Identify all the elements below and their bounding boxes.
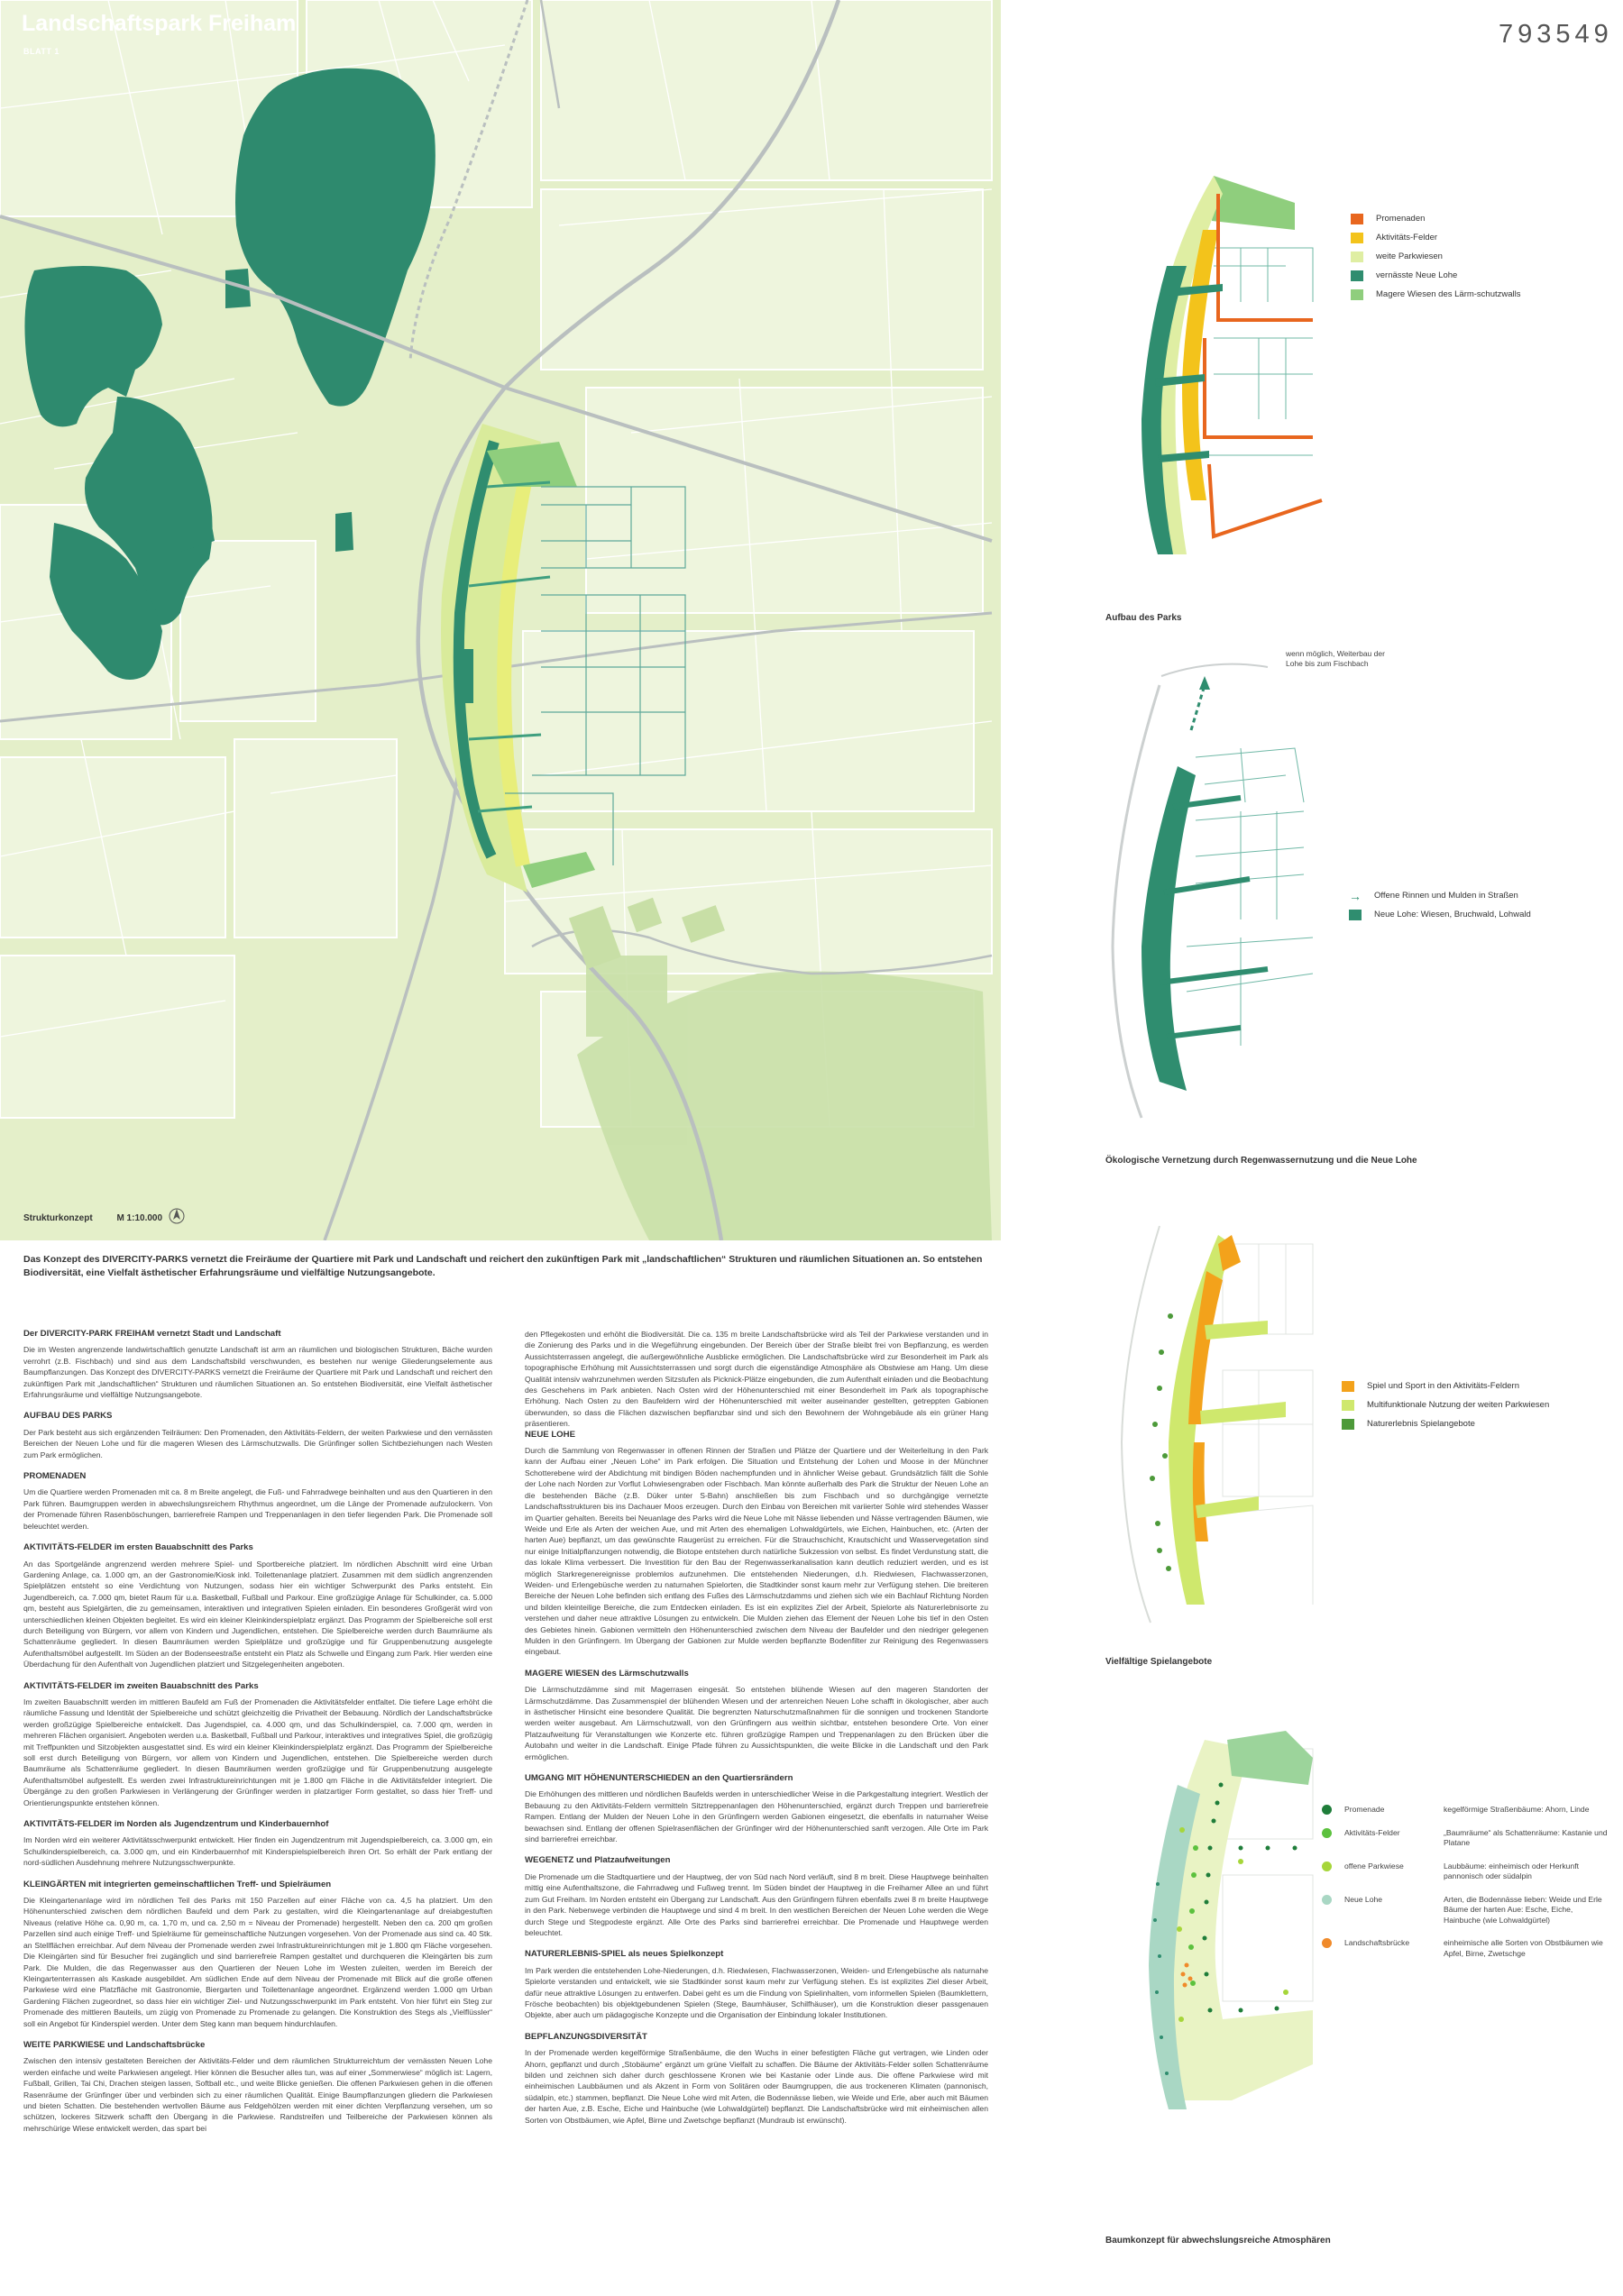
diagram2-caption: Ökologische Vernetzung durch Regenwassernutzung und die Neue Lohe [1105,1156,1417,1166]
tree-legend-row [1322,1828,1610,1849]
tree-dot-icon [1322,1828,1332,1838]
diagram4-legend [1322,1805,1610,1971]
legend-item [1351,233,1567,243]
legend-item [1351,289,1567,300]
water-network-svg [1105,649,1340,1136]
legend-label: Naturerlebnis Spielangebote [1367,1419,1475,1429]
legend-swatch [1351,214,1363,224]
lohe-annotation: wenn möglich, Weiterbau der Lohe bis zum Fischbach [1286,649,1385,668]
section-heading: KLEINGÄRTEN mit integrierten gemeinschaftlichen Treff- und Spielräumen [23,1879,332,1889]
map-scale [23,1213,162,1223]
diagram1-legend [1351,214,1567,308]
map-scale-value: M 1:10.000 [116,1213,163,1223]
diagram-play-offers [1105,1208,1610,1677]
map-svg [0,0,1001,1240]
diagram3-legend [1342,1381,1603,1438]
diagram2-legend [1349,891,1610,928]
section-heading: UMGANG MIT HÖHENUNTERSCHIEDEN an den Quartiersrändern [525,1773,793,1784]
tree-legend-row [1322,1938,1610,1959]
diagram-tree-concept [1105,1704,1610,2245]
section-heading: WEGENETZ und Platzaufweitungen [525,1855,671,1866]
legend-swatch [1351,252,1363,262]
legend-item [1351,214,1567,224]
tree-legend-label: Neue Lohe [1344,1894,1383,1904]
legend-label: Promenaden [1376,214,1426,224]
legend-swatch [1351,289,1363,300]
legend-label: Spiel und Sport in den Aktivitäts-Feldern [1367,1381,1519,1391]
tree-legend-row [1322,1861,1610,1882]
section-body: Zwischen den intensiv gestalteten Bereichen der Aktivitäts-Felder und dem räumlichen Strukturreichtum der vernässten Neuen Lohe werden einfache und weite Parkwiesen angelegt. Hier können die Besucher alles tun, was auf einer „Sommerwiese“ möglich ist: Lagern, Fußball, Grillen, Tai Chi, Drachen steigen lassen, Softball etc., und weite Blicke genießen. Die offenen Parkwiesen gehen in die offenen Rasenräume der Grünfinger über und verbinden sich zu einer räumlichen Qualität. Einige Baumpflanzungen gliedern die Parkwiesen und bieten Schatten. Die bestehenden wertvollen Bäume aus Feldgehölzen werden mit einer dichten Verpflanzung versehen, um so schützen, lockeres Sitzwerk schafft den Übergang in die Parkwiese. Randstreifen und Teilbereiche der Parkwiesen können als mehrschürige Wiese entwickelt werden, das spart bei [23,2056,492,2133]
tree-legend-text: einheimische alle Sorten von Obstbäumen wie Apfel, Birne, Zwetschge [1444,1938,1603,1958]
tree-legend-row [1322,1895,1610,1926]
tree-legend-row [1322,1805,1610,1816]
legend-item [1351,252,1567,262]
legend-swatch [1351,270,1363,281]
page-title: Landschaftspark Freiham [22,11,297,36]
tree-dot-icon [1322,1861,1332,1871]
section-heading: AKTIVITÄTS-FELDER im ersten Bauabschnitt des Parks [23,1542,253,1553]
section-body: In der Promenade werden kegelförmige Straßenbäume, die den Wuchs in einer befestigten Fläche gut vertragen, wie Linden oder Ahorn, gepflanzt und durch „Stobäume“ ergänzt um grüne Vielfalt zu schaffen. Die Bäume der Aktivitäts-Felder sollen Schattenräume bilden und zeichnen sich daher durch geschlossene Kronen wie bei Kastanie oder Linde aus. Die offene Parkwiese wird mit einheimischen Laubbäumen und als Akzent in Form von Solitären oder Baumgruppen, die aus trockeneren Klimaten (pannonisch, südalpin, etc.) stammen, bepflanzt. Die Neue Lohe wird mit Arten, die Bodennässe lieben, wie Weide und Erle, aber auch mit Bäumen der harten Aue, z.B. Esche, Eiche und Hainbuche (wie Lohwaldgürtel) bepflanzt. Die Landschaftsbrücke wird mit einheimischen allen Sorten von Obstbäumen, wie Apfel, Birne und Zwetschge bepflanzt (Mundraub ist erwünscht). [525,2048,988,2125]
diagram3-caption: Vielfältige Spielangebote [1105,1657,1213,1667]
legend-label: Multifunktionale Nutzung der weiten Parkwiesen [1367,1400,1550,1410]
structure-map[interactable] [0,0,1001,1240]
legend-label: Aktivitäts-Felder [1376,233,1438,242]
section-heading: MAGERE WIESEN des Lärmschutzwalls [525,1668,689,1679]
text-column-left [23,1329,492,2134]
legend-item [1342,1381,1603,1392]
diagram-water-network [1105,649,1610,1172]
tree-legend-text: „Baumräume“ als Schattenräume: Kastanie und Platane [1444,1827,1608,1847]
section-heading: NEUE LOHE [525,1429,575,1440]
tree-dot-icon [1322,1895,1332,1905]
tree-dot-icon [1322,1938,1332,1948]
section-body: Im zweiten Bauabschnitt werden im mittleren Baufeld am Fuß der Promenaden die Aktivitätsfelder entfaltet. Die tiefere Lage erhöht die räumliche Fassung und Identität der Spielbereiche und schützt gleichzeitig die Privatheit der Bebauung. Nördlich der Landschaftsbrücke werden großzügige Spielbereiche entwickelt. Das Jugendspiel, ca. 4.000 qm, und das Schulkinderspiel, ca. 7.000 qm, werden in mehreren Flächen organisiert. Angeboten werden u.a. Basketball, Fußball und Parkour, interaktives und integratives Spiel, die großzügig mit Treffpunkten und Sitzobjekten ausgestattet sind. Es wird ein kleiner Kleinkinderspielplatz ergänzt. Das Programm der Spielbereiche soll erst durch Beteiligung von Bürgern, vor allem von Kindern und Jugendlichen, entstehen. Die Spielbereiche werden durch Baumräume als Schattenräume gegliedert. In diesen Baumräumen werden großzügige und für Gruppenbenutzung ausgelegte Aufenthaltsmöbel aufgestellt. Es werden zwei Infrastruktureinrichtungen mit je 1.800 qm Fläche in die Aktivitätsfelder integriert. Die Übergänge zu den großen Parkwiesen in Verlängerung der Grünfinger werden in platzartiger Form gestaltet, so dass hier Treff- und Orientierungspunkte entstehen können. [23,1697,492,1807]
sheet-label: BLATT 1 [23,47,60,56]
legend-swatch [1342,1381,1354,1392]
section-body: Die Lärmschutzdämme sind mit Magerrasen eingesät. So entstehen blühende Wiesen auf den mageren Standorten der Lärmschutzdämme. Das Zusammenspiel der blühenden Wiesen und der artenreichen Neuen Lohe schafft in ökologischer, aber auch in ästhetischer Hinsicht eine besondere Qualität. Die begrenzten Naturschutzmaßnahmen für die sonnigen und trockenen Standorte werden weiter ausgebaut. Am Lärmschutzwall, von den Grünfingern aus weithin sichtbar, entstehen besondere Orte. Von einer Platzaufweitung für Veranstaltungen wie Konzerte etc. führen großzügige Rampen und Treppenanlagen zu den Brücken über die Autobahn und weiter in die Landschaft. Einige Pfade führen zu Aussichtspunkten, die weite Blicke in die Landschaft und den Park ermöglichen. [525,1685,988,1761]
tree-legend-text: Laubbäume: einheimisch oder Herkunft pannonisch oder südalpin [1444,1861,1580,1880]
tree-dot-icon [1322,1805,1332,1815]
section-body: den Pflegekosten und erhöht die Biodiversität. Die ca. 135 m breite Landschaftsbrücke wird als Teil der Parkwiese verstanden und in die Zonierung des Parks und in die Wegeführung eingebunden. Der Bereich über der Straße bleibt frei von Bepflanzung, es werden Aussichtsterrassen angelegt, die außergewöhnliche Ausblicke ermöglichen. Die Landschaftsbrücke wird zur Besonderheit im Park als topographische Erhöhung mit Aussichtsterrassen und sorgt durch die eigenständige Atmosphäre als Obstwiese am Hang. Um diese Qualität intensiv wahrzunehmen werden Sitzstufen als Picknick-Plätze eingebunden, die zum Aufenthalt einladen und die Beobachtung des Geschehens im Park anbieten. Nach Osten wird der Höhenunterschied mit einer Besonderheit im Park als topographische Erhöhung. Nach Osten zu den Baufeldern wird der Höhenunterschied mit weiter auseinander gestellten, getreppten Gabionen überwunden, so dass die Flächen dazwischen bepflanzbar sind und sich den Bewohnern der Wohngebäude als ein grüner Hang präsentieren. [525,1330,988,1429]
diagram1-caption: Aufbau des Parks [1105,613,1182,623]
legend-swatch [1342,1419,1354,1430]
section-heading: AKTIVITÄTS-FELDER im zweiten Bauabschnitt des Parks [23,1680,259,1691]
legend-swatch [1349,910,1362,920]
section-heading: WEITE PARKWIESE und Landschaftsbrücke [23,2039,206,2050]
section-body: Der Park besteht aus sich ergänzenden Teilräumen: Den Promenaden, den Aktivitäts-Feldern, der weiten Parkwiese und den vernässten Bereichen der Neuen Lohe und für die mageren Wiesen des Lärmschutzwalls. Die Grünfinger sollen Sichtbeziehungen nach Westen zum Park ermöglichen. [23,1427,492,1459]
tree-legend-text: Arten, die Bodennässe lieben: Weide und Erle Bäume der harten Aue: Esche, Eiche, Hainbuche (wie Lohwaldgürtel) [1444,1894,1602,1925]
section-body: Im Park werden die entstehenden Lohe-Niederungen, d.h. Riedwiesen, Flachwasserzonen, Weiden- und Erlengebüsche als naturnahe Spielorte verstanden und entwickelt, wie sie Stadtkinder sonst kaum mehr zur Verfügung stehen. Es ist explizites Ziel dieser Arbeit, dafür neue attraktive Lösungen zu entwerfen. Dabei geht es um die Findung von Spielinhalten, vom informellen Spielen (Baumklettern, Frösche beobachten) bis objektgebundenen Spielen (Stege, Baumhäuser, Schilfhäuser), um die Konstruktion dieser passgenauen Objekte, aber auch um pädagogische Konzepte und die Organisation der Einbindung lokaler Institutionen. [525,1965,988,2020]
diagram4-caption: Baumkonzept für abwechslungsreiche Atmosphären [1105,2236,1331,2246]
section-heading: PROMENADEN [23,1471,87,1482]
play-offers-svg [1105,1208,1322,1632]
section-heading: NATURERLEBNIS-SPIEL als neues Spielkonzept [525,1949,724,1960]
section-body: Die im Westen angrenzende landwirtschaftlich genutzte Landschaft ist arm an räumlichen und biologischen Strukturen, Bäche wurden verrohrt (z.B. Fischbach) und sind aus dem Landschaftsbild verschwunden, es bestehen nur wenige Gliederungselemente aus Baumpflanzungen. Das Konzept des DIVERCITY-PARKS vernetzt die Freiräume der Quartiere mit Park und Landschaft und reichert den zukünftigen Park mit „landschaftlichen“ Strukturen und räumlichen Situationen an. So entstehen Biodiversität, eine Vielfalt ästhetischer Erfahrungsräume und vielfältige Nutzungsangebote. [23,1345,492,1400]
section-body: Durch die Sammlung von Regenwasser in offenen Rinnen der Straßen und Plätze der Quartiere und der Weiterleitung in den Park kann der Aufbau einer „Neuen Lohe“ im Park erfolgen. Die Situation und Entstehung der Lohen und Moose in der Münchner Schotterebene wird der Abdichtung mit bindigen Böden nachempfunden und in ähnlicher Weise gebaut. Grundsätzlich fällt die Sohle der Lohe nach Norden zur Vorflut Lohwiesengraben oder Fischbach. Man könnte außerhalb des Park die Struktur der Neuen Lohe an die bestehenden Bäche (z.B. Düker unter S-Bahn) anschließen bis zum Fischbach und so durchgängige vernetzte Landschaftsstrukturen bis ins Dachauer Moos erzeugen. Durch den Einbau von Bereichen mit variierter Sohle wird stehendes Wasser im Quartier gehalten. Bereits bei Neuanlage des Parks wird die Neue Lohe mit Nässe liebenden und Nässe vertragenden Bäumen, wie Weide und Erle als Arten der weichen Aue, und mit Arten des ehemaligen Lohwaldgürtels, wie Eichen, Hainbuchen, etc. (Arten der harten Aue) bepflanzt, um das gewünschte Raugerüst zu erreichen. Für die Strauchschicht, Krautschicht und Wasservegetation sind nur einige Initialpflanzungen notwendig, die Biotope entstehen durch natürliche Sukzession von selbst. Es findet Verdunstung statt, die das lokale Klima verbessert. Die Investition für den Bau der Regenwasserkanalisation kann deutlich reduziert werden, und es ist möglich Starkregenereignisse problemlos aufzunehmen. Die entstehenden Niederungen, d.h. Riedwiesen, Flachwasserzonen, Weiden- und Erlengebüsche werden zu naturnahen Spielorten, die Stadtkinder sonst kaum mehr zur Verfügung stehen. Die breiteren Bereiche der Neuen Lohe befinden sich entlang des Fußes des Lärmschutzdamms und ziehen sich wie ein Bachlauf Richtung Norden und bilden kleinteilige Bereiche, die zum Entdecken einladen. Es ist ein explizites Ziel der Arbeit, Spielorte als Naturerlebnisorte zu verstehen und daher neue attraktive Lösungen zu entwickeln. Die Mulden ziehen das Element der Neuen Lohe bis tief in den Osten des Gebietes hinein. Gabionen vermitteln den Höhenunterschied zwischen dem Niveau der Baufelder und den niedriger gelegenen Mulden in den Grünfingern. Im Übergang der Gabionen zur Mulde werden bepflanzte Bodenfilter zur Reinigung des Regenwassers eingebaut. [525,1446,988,1657]
legend-label: Offene Rinnen und Mulden in Straßen [1374,891,1518,901]
park-structure-svg [1105,158,1331,581]
legend-label: Magere Wiesen des Lärm-schutzwalls [1376,289,1521,299]
legend-item [1342,1419,1603,1430]
legend-item-lohe [1349,910,1610,920]
section-body: An das Sportgelände angrenzend werden mehrere Spiel- und Sportbereiche platziert. Im nördlichen Abschnitt wird eine Urban Gardening Anlage, ca. 1.000 qm, an der Gastronomie/Kiosk inkl. Toilettenanlage platziert. Zusammen mit dem südlich angrenzenden Spielplätzen entsteht so eine Verdichtung von Nutzungen, sodass hier ein wichtiger Schwerpunkt des Parks entsteht. Ein Jugendbereich, ca. 7.000 qm, bietet Raum für u.a. Basketball, Fußball und Parkour. Eine großzügige Anlage für Schulkinder, ca. 5.000 qm, besteht aus Spielgärten, die zu gemeinsamen, interaktiven und integrativen Spielen einladen. Ein besonderes Großgerät wird von unterschiedlichen kleinen Objekten begleitet. Es wird ein kleiner Kleinkinderspielplatz ergänzt. Das Programm der Spielbereiche soll erst durch Beteiligung von Bürgern, vor allem von Kindern und Jugendlichen, entstehen. Die Spielbereiche werden durch Baumräume als Schattenräume gegliedert. In diesen Baumräumen werden Spielplätze und großzügige und für Gruppenbenutzung ausgelegte Aufenthaltsmöbel aufgestellt. Im Süden an der Bodenseestraße entsteht ein Platz als Schwelle und Eingang zum Park. Hier werden eine Überdachung für den Aufenthalt von Jugendlichen platziert und Sitzgelegenheiten angeboten. [23,1559,492,1669]
legend-label: vernässte Neue Lohe [1376,270,1458,280]
section-body: Um die Quartiere werden Promenaden mit ca. 8 m Breite angelegt, die Fuß- und Fahrradwege beinhalten und aus den Quartieren in den Park führen. Baumgruppen werden in abwechslungsreichem Rhythmus angeordnet, um die Länge der Promenade aufzulockern. Von der Promenade führen Rasenböschungen, barrierefreie Rampen und Treppenanlagen in den tiefer liegenden Park. Die Promenade soll beleuchtet werden. [23,1487,492,1531]
legend-item [1342,1400,1603,1411]
section-heading: AUFBAU DES PARKS [23,1411,113,1422]
section-body: Die Promenade um die Stadtquartiere und der Hauptweg, der von Süd nach Nord verläuft, sind 8 m breit. Diese Hauptwege beinhalten mittig eine Aufenthaltszone, die Fahrradweg und Fußweg trennt. Im Süden bindet der Hauptweg in die Freihamer Allee an und führt zum Gut Freiham. Im Norden entsteht ein Übergang zur Landschaft. Aus den Grünfingern führen ebenfalls zwei 8 m breite Hauptwege in den Park. Nebenwege verbinden die Hauptwege und sind 4 m breit. In den westlichen Bereichen der Neuen Lohe werden die Wege durch Stege und Stegpodeste ergänzt. Alle Orte des Parks sind barrierefrei erreichbar. Die Promenade und Hauptwege werden beleuchtet. [525,1871,988,1937]
tree-legend-label: Landschaftsbrücke [1344,1938,1410,1947]
tree-legend-text: kegelförmige Straßenbäume: Ahorn, Linde [1444,1805,1590,1814]
diagram-park-structure [1105,158,1610,627]
legend-label: weite Parkwiesen [1376,252,1443,261]
legend-label: Neue Lohe: Wiesen, Bruchwald, Lohwald [1374,910,1531,919]
map-scale-label: Strukturkonzept [23,1213,93,1223]
section-body: Im Norden wird ein weiterer Aktivitätsschwerpunkt entwickelt. Hier finden ein Jugendzentrum mit Jugendspielbereich, ca. 3.000 qm, ein Schulkinderspielbereich, ca. 3.000 qm, und ein Kinderbauernhof mit Kinderspielspielbereich ihren Ort. So erhält der Park entlang der nord-südlichen Ausdehnung mehrere Nutzungsschwerpunkte. [23,1835,492,1868]
section-heading: Der DIVERCITY-PARK FREIHAM vernetzt Stadt und Landschaft [23,1329,281,1339]
section-heading: AKTIVITÄTS-FELDER im Norden als Jugendzentrum und Kinderbauernhof [23,1819,329,1830]
tree-legend-label: Promenade [1344,1805,1385,1814]
submission-number: 793549 [1499,20,1613,49]
map-park-south [577,956,992,1240]
legend-item-rinnen [1349,891,1610,901]
legend-swatch [1342,1400,1354,1411]
text-column-right [525,1329,988,2126]
arrow-icon: → [1349,889,1362,903]
section-body: Die Kleingartenanlage wird im nördlichen Teil des Parks mit 150 Parzellen auf einer Fläche von ca. 4,5 ha platziert. Um den Höhenunterschied zwischen dem nördlichen Baufeld und dem Park zu gestalten, wird die Kleingartenanlage auf dreiabgestuften Niveaus (relative Höhe ca. 0,90 m, ca. 1,70 m, und ca. 2,50 m = Niveau der Promenade) hergestellt. Neben den ca. 200 qm großen Parzellen sind auch einige Treff- und Spielräume für gemeinschaftliche Nutzungen vorgesehen. Von der Promenade aus sind ca. 40 Stk. an Stellflächen erreichbar. Auf dem Niveau der Promenade werden zwei Infrastruktureinrichtungen mit je 1.800 qm Fläche vorgesehen. Die Kleingärten sind für Besucher frei zugänglich und sind barrierefreie Rampen gestaltet und durchqueren die Kleingärten bis zum Park. Die Mulden, die das Regenwasser aus den Quartieren der Neuen Lohe im Westen zuleiten, werden im Bereich der Kleingartenterrassen als Kaskade ausgebildet. Am südlichen Ende auf dem Niveau der Promenade mit Blick auf die große offenen Parkwiese wird eine Platzfläche mit Gastronomie, Biergarten und Toilettenanlage angeordnet. Ergänzend werden 1.000 qm Urban Gardening Flächen zugeordnet, so dass hier ein wichtiger Ziel- und Nutzungsschwerpunkt im Park entsteht. Von hier führt ein Steg zur Promenade des mittleren Bauteils, um zügig von Promenade zu Promenade zu gelangen. Die Konstruktion des Stegs als „Vielflüssler“ soll ein Angebot für Kinderspiel werden. Unter dem Steg kann man bequem hindurchlaufen. [23,1896,492,2028]
tree-legend-label: Aktivitäts-Felder [1344,1827,1400,1837]
tree-legend-label: offene Parkwiese [1344,1861,1404,1871]
tree-concept-svg [1105,1704,1322,2127]
concept-caption: Das Konzept des DIVERCITY-PARKS vernetzt die Freiräume der Quartiere mit Park und Landschaft und reichert den zukünftigen Park mit „landschaftlichen“ Strukturen und räumlichen Situationen an. So entstehen Biodiversität, eine Vielfalt ästhetischer Erfahrungsräume und vielfältige Nutzungsangebote. [23,1254,983,1278]
section-heading: BEPFLANZUNGSDIVERSITÄT [525,2031,647,2042]
legend-item [1351,270,1567,281]
legend-swatch [1351,233,1363,243]
section-body: Die Erhöhungen des mittleren und nördlichen Baufelds werden in unterschiedlicher Weise in die Parkgestaltung integriert. Westlich der Bebauung zu den Aktivitäts-Feldern vermitteln Sitztreppenanlagen den Höhenunterschied, ergänzt durch Treppen und barrierefreie Rampen. Entlang der Mulden der Neuen Lohe in den Grünfingern werden Gabionen eingesetzt, die ebenfalls in naturnaher Weise bewachsen sind. Entlang der offenen Spielrasenflächen der Grünfinger wird der Höhenunterschied sanft verzogen. Alle Orte im Park sind barrierefrei erreichbar. [525,1789,988,1844]
